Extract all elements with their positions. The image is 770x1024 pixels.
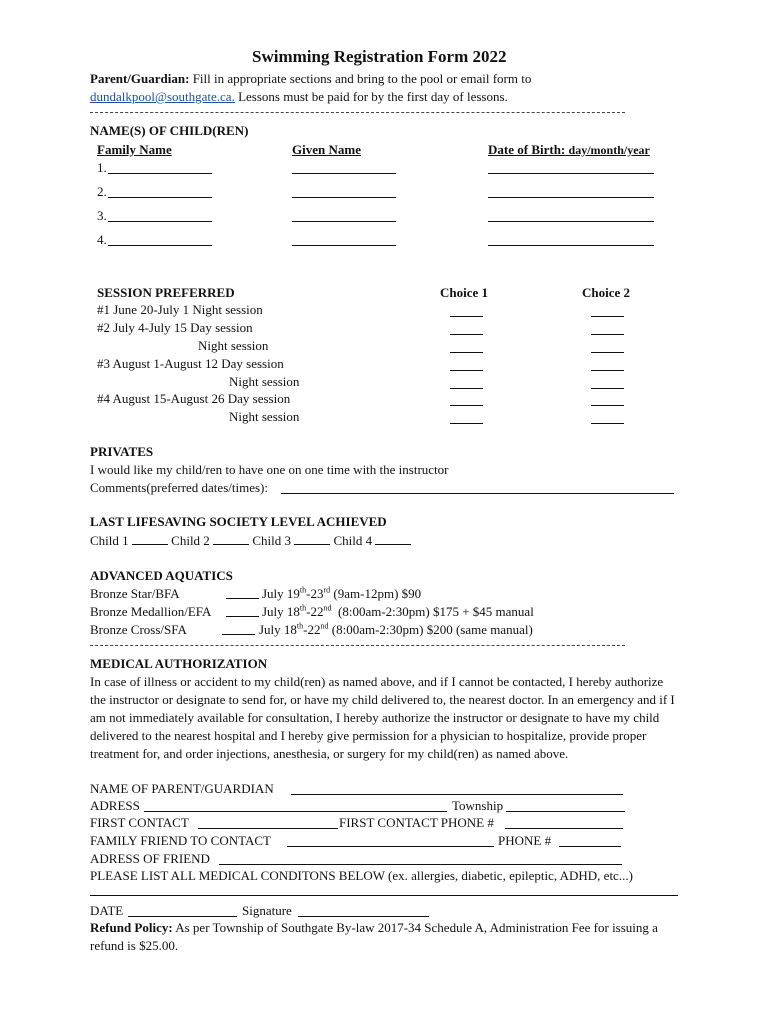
session-2-day-choice-2-field[interactable]: [591, 334, 624, 335]
date-end: -22: [303, 622, 321, 637]
township-field[interactable]: [506, 811, 625, 812]
friend-phone-label: PHONE #: [498, 833, 552, 848]
choice-2-header: Choice 2: [582, 285, 631, 300]
aquatics-course-name: Bronze Cross/SFA: [90, 622, 187, 637]
parent-name-label: NAME OF PARENT/GUARDIAN: [90, 781, 274, 796]
parent-name-field[interactable]: [291, 794, 623, 795]
child-3-level-field[interactable]: [294, 532, 330, 545]
comments-field[interactable]: [281, 493, 674, 494]
divider: [90, 645, 625, 646]
session-option: Night session: [229, 374, 300, 389]
given-name-header: Given Name: [292, 142, 361, 157]
date-end: -22: [306, 604, 324, 619]
intro-label: Parent/Guardian:: [90, 71, 190, 86]
date-suffix: th: [299, 603, 307, 613]
bronze-star-field[interactable]: [226, 598, 259, 599]
township-label: Township: [452, 798, 504, 813]
first-contact-field[interactable]: [198, 828, 338, 829]
session-option: #4 August 15-August 26 Day session: [97, 391, 291, 406]
session-option: #3 August 1-August 12 Day session: [97, 356, 284, 371]
child-1-family-name-field[interactable]: [108, 173, 212, 174]
child-1-label: Child 1: [90, 533, 129, 548]
lifesaving-row: [90, 532, 411, 549]
dob-header: [488, 141, 650, 159]
child-2-level-field[interactable]: [213, 532, 249, 545]
divider: [90, 112, 625, 113]
date-start: July 18: [259, 622, 297, 637]
aquatics-heading: ADVANCED AQUATICS: [90, 568, 233, 583]
child-4-dob-field[interactable]: [488, 245, 654, 246]
medical-conditions-label: PLEASE LIST ALL MEDICAL CONDITONS BELOW (ex. allergies, diabetic, epileptic, ADHD, etc...): [90, 868, 633, 883]
child-2-given-name-field[interactable]: [292, 197, 396, 198]
privates-heading: PRIVATES: [90, 444, 154, 459]
choice-1-header: Choice 1: [440, 285, 489, 300]
child-1-dob-field[interactable]: [488, 173, 654, 174]
email-link[interactable]: dundalkpool@southgate.ca.: [90, 89, 235, 104]
family-name-header: Family Name: [97, 142, 172, 157]
date-suffix: rd: [323, 585, 331, 595]
comments-label: Comments(preferred dates/times):: [90, 480, 268, 495]
date-suffix: nd: [320, 621, 329, 631]
first-contact-label: FIRST CONTACT: [90, 815, 189, 830]
intro-line-1: [90, 70, 531, 87]
session-heading: SESSION PREFERRED: [97, 285, 235, 300]
medical-conditions-field[interactable]: [90, 895, 678, 896]
bronze-cross-field[interactable]: [222, 634, 255, 635]
medical-heading: MEDICAL AUTHORIZATION: [90, 656, 268, 671]
child-4-level-field[interactable]: [375, 532, 411, 545]
date-field[interactable]: [128, 916, 237, 917]
date-suffix: th: [296, 621, 304, 631]
session-4-night-choice-2-field[interactable]: [591, 423, 624, 424]
child-3-family-name-field[interactable]: [108, 221, 212, 222]
child-2-family-name-field[interactable]: [108, 197, 212, 198]
course-time-price: (8:00am-2:30pm) $175 + $45 manual: [331, 604, 534, 619]
child-1-given-name-field[interactable]: [292, 173, 396, 174]
session-3-day-choice-1-field[interactable]: [450, 370, 483, 371]
aquatics-course-details: [262, 585, 421, 602]
intro-text-1: Fill in appropriate sections and bring to the pool or email form to: [189, 71, 532, 86]
lifesaving-heading: LAST LIFESAVING SOCIETY LEVEL ACHIEVED: [90, 514, 387, 529]
page-title: Swimming Registration Form 2022: [252, 47, 507, 66]
date-start: July 19: [262, 586, 300, 601]
aquatics-course-details: [262, 603, 534, 620]
date-suffix: th: [299, 585, 307, 595]
address-field[interactable]: [144, 811, 447, 812]
session-option: Night session: [198, 338, 269, 353]
session-4-day-choice-2-field[interactable]: [591, 405, 624, 406]
child-4-label: Child 4: [333, 533, 373, 548]
date-end: -23: [306, 586, 324, 601]
session-3-day-choice-2-field[interactable]: [591, 370, 624, 371]
signature-field[interactable]: [298, 916, 429, 917]
child-4-family-name-field[interactable]: [108, 245, 212, 246]
date-suffix: nd: [323, 603, 332, 613]
child-3-given-name-field[interactable]: [292, 221, 396, 222]
session-option: Night session: [229, 409, 300, 424]
dob-header-label: Date of Birth:: [488, 142, 566, 157]
refund-policy: [90, 919, 670, 955]
session-option: #1 June 20-July 1 Night session: [97, 302, 263, 317]
family-friend-field[interactable]: [287, 846, 494, 847]
child-row-number: 3.: [97, 208, 107, 223]
course-time-price: (9am-12pm) $90: [330, 586, 422, 601]
privates-line: I would like my child/ren to have one on one time with the instructor: [90, 462, 449, 477]
first-contact-phone-field[interactable]: [505, 828, 623, 829]
dob-format: day/month/year: [568, 143, 650, 157]
session-2-night-choice-2-field[interactable]: [591, 352, 624, 353]
intro-line-2: [90, 88, 508, 105]
child-row-number: 4.: [97, 232, 107, 247]
bronze-medallion-field[interactable]: [226, 616, 259, 617]
child-3-dob-field[interactable]: [488, 221, 654, 222]
session-4-day-choice-1-field[interactable]: [450, 405, 483, 406]
medical-paragraph: In case of illness or accident to my child(ren) as named above, and if I cannot be contacted, I hereby authorize the instructor or designate to send for, or have my child delivered to, the nearest doctor. In an emergency and if I am not immediately available for consultation, I hereby authorize the instructor or designate to have my child delivered to the nearest hospital and I hereby give permission for a physician to hospitalize, provide proper treatment for, and order injections, anesthesia, or surgery for my child(ren) as named above.: [90, 674, 675, 761]
session-option: #2 July 4-July 15 Day session: [97, 320, 253, 335]
session-4-night-choice-1-field[interactable]: [450, 423, 483, 424]
children-heading: NAME(S) OF CHILD(REN): [90, 123, 249, 138]
child-2-label: Child 2: [171, 533, 210, 548]
aquatics-course-name: Bronze Star/BFA: [90, 586, 180, 601]
child-3-label: Child 3: [252, 533, 291, 548]
child-2-dob-field[interactable]: [488, 197, 654, 198]
session-3-night-choice-2-field[interactable]: [591, 388, 624, 389]
refund-label: Refund Policy:: [90, 920, 173, 935]
date-label: DATE: [90, 903, 124, 918]
friend-address-label: ADRESS OF FRIEND: [90, 851, 210, 866]
session-2-day-choice-1-field[interactable]: [450, 334, 483, 335]
course-time-price: (8:00am-2:30pm) $200 (same manual): [328, 622, 533, 637]
session-1-choice-2-field[interactable]: [591, 316, 624, 317]
friend-phone-field[interactable]: [559, 846, 621, 847]
signature-label: Signature: [242, 903, 292, 918]
date-start: July 18: [262, 604, 300, 619]
child-row-number: 1.: [97, 160, 107, 175]
child-1-level-field[interactable]: [132, 532, 168, 545]
friend-address-field[interactable]: [219, 864, 622, 865]
aquatics-course-details: [259, 621, 533, 638]
aquatics-course-name: Bronze Medallion/EFA: [90, 604, 212, 619]
family-friend-label: FAMILY FRIEND TO CONTACT: [90, 833, 271, 848]
address-label: ADRESS: [90, 798, 140, 813]
child-row-number: 2.: [97, 184, 107, 199]
session-1-choice-1-field[interactable]: [450, 316, 483, 317]
session-3-night-choice-1-field[interactable]: [450, 388, 483, 389]
refund-text: As per Township of Southgate By-law 2017-34 Schedule A, Administration Fee for issuing a refund is $25.00.: [90, 920, 658, 953]
child-4-given-name-field[interactable]: [292, 245, 396, 246]
intro-text-2: Lessons must be paid for by the first day of lessons.: [234, 89, 508, 104]
first-contact-phone-label: FIRST CONTACT PHONE #: [339, 815, 494, 830]
session-2-night-choice-1-field[interactable]: [450, 352, 483, 353]
